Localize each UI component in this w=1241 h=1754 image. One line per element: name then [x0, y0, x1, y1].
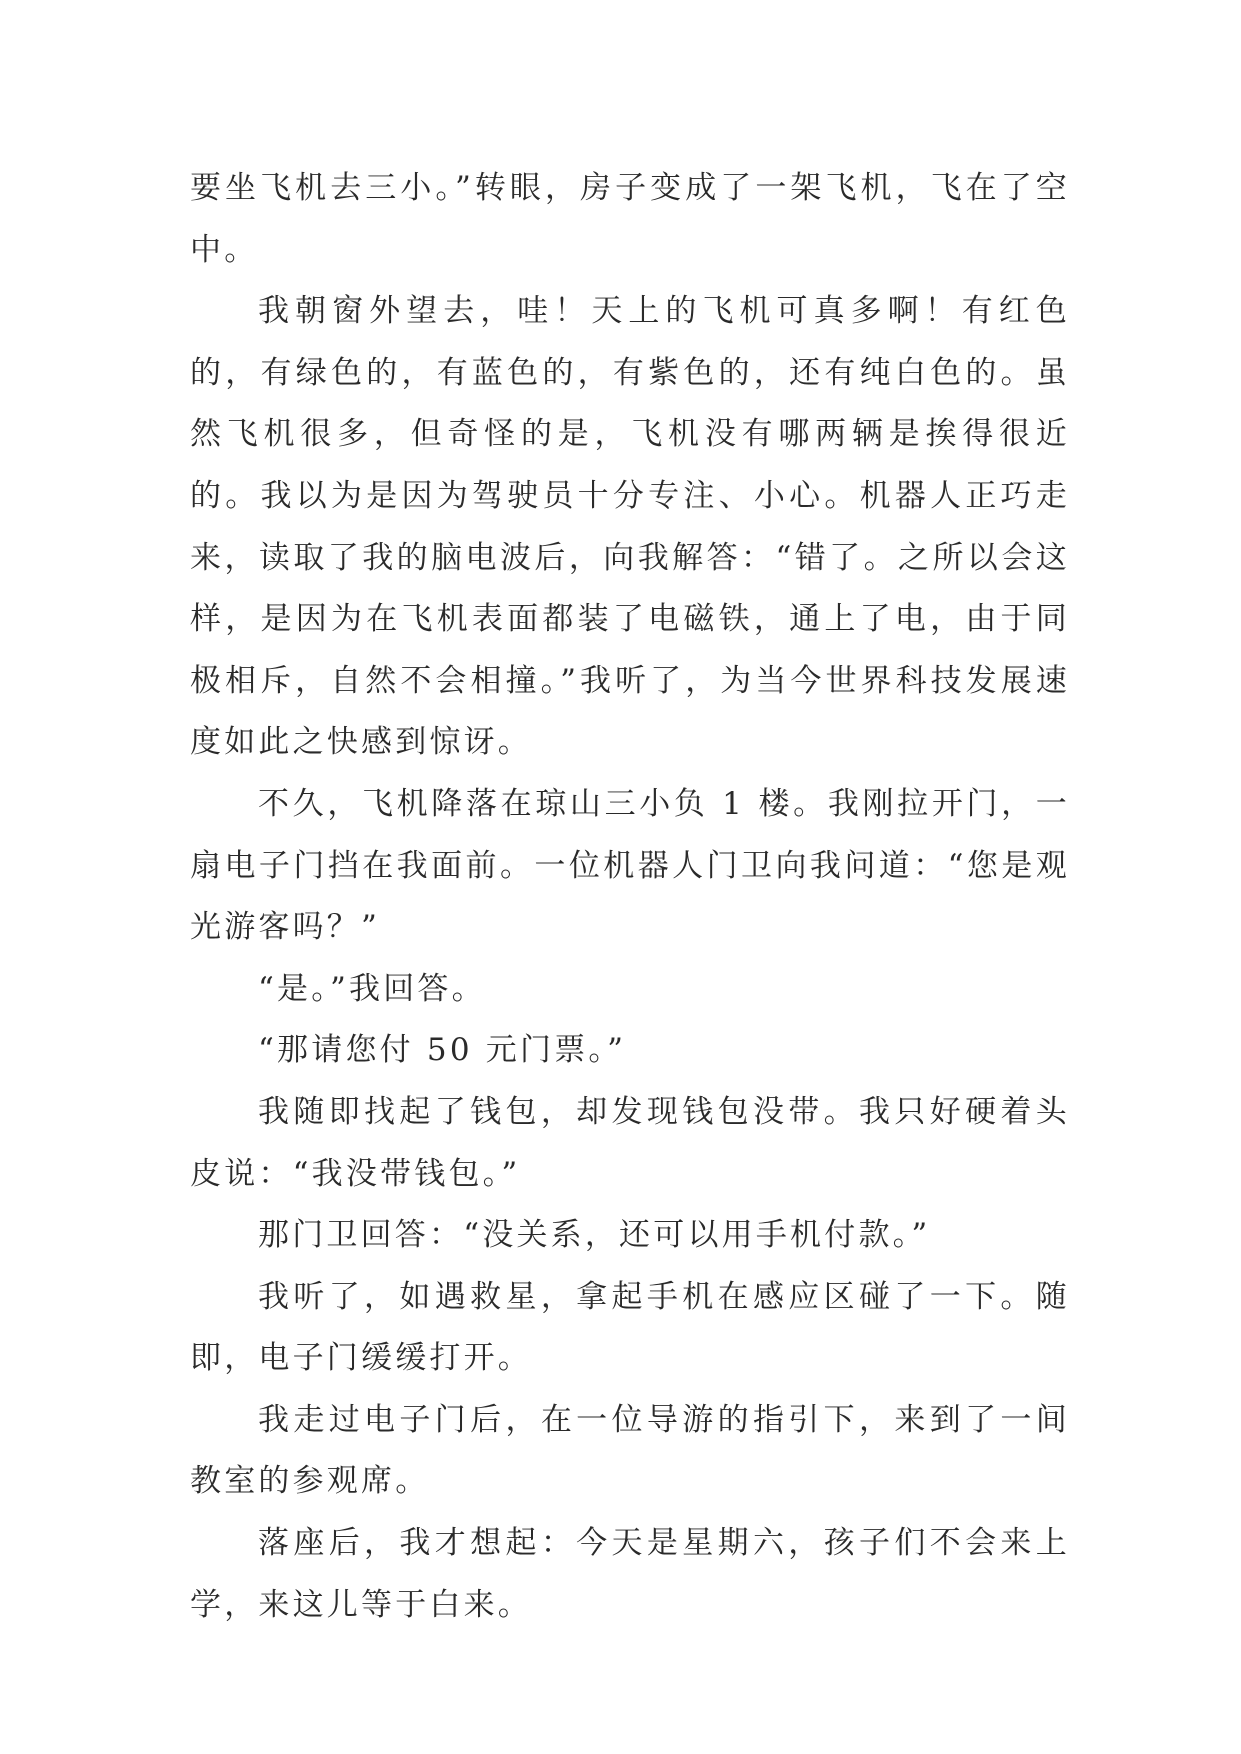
paragraph: “那请您付 50 元门票。”: [258, 1032, 627, 1069]
paragraph: 我朝窗外望去，哇！天上的飞机可真多啊！有红色的，有绿色的，有蓝色的，有紫色的，还有纯白色的。虽然飞机很多，但奇怪的是，飞机没有哪两辆是挨得很近的。我以为是因为驾驶员十分专注、小心。机器人正巧走来，读取了我的脑电波后，向我解答：“错了。之所以会这样，是因为在飞机表面都装了电磁铁，通上了电，由于同极相斥，自然不会相撞。”我听了，为当今世界科技发展速度如此之快感到惊讶。: [190, 293, 1070, 761]
paragraph: 落座后，我才想起：今天是星期六，孩子们不会来上学，来这儿等于白来。: [190, 1525, 1070, 1623]
paragraph: 要坐飞机去三小。”转眼，房子变成了一架飞机，飞在了空中。: [190, 170, 1070, 268]
paragraph: 我随即找起了钱包，却发现钱包没带。我只好硬着头皮说：“我没带钱包。”: [190, 1093, 1070, 1192]
paragraph: 那门卫回答：“没关系，还可以用手机付款。”: [258, 1217, 931, 1254]
paragraph: 我走过电子门后，在一位导游的指引下，来到了一间教室的参观席。: [190, 1401, 1070, 1500]
paragraph: 不久，飞机降落在琼山三小负 1 楼。我刚拉开门，一扇电子门挡在我面前。一位机器人门卫向我问道：“您是观光游客吗？”: [190, 785, 1070, 946]
body-text: [190, 158, 1070, 1636]
paragraph: 我听了，如遇救星，拿起手机在感应区碰了一下。随即，电子门缓缓打开。: [190, 1278, 1070, 1377]
paragraph: “是。”我回答。: [258, 970, 486, 1007]
